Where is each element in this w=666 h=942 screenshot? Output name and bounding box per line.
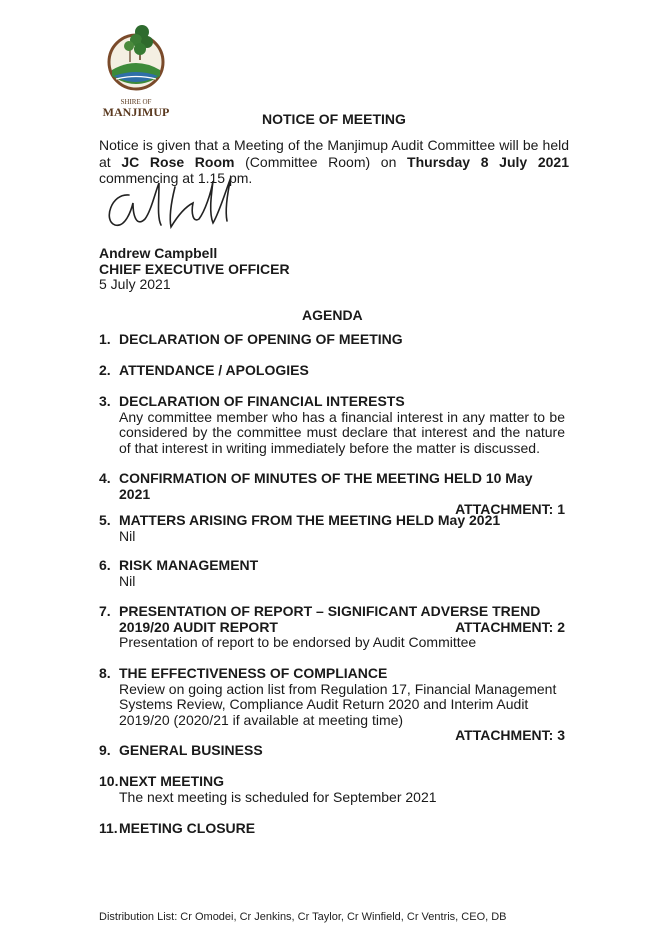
item-number: 10. [99, 773, 119, 789]
notice-title: NOTICE OF MEETING [262, 111, 406, 127]
signer-title: CHIEF EXECUTIVE OFFICER [99, 260, 290, 277]
agenda-item-8 [99, 666, 565, 744]
item-number: 7. [99, 603, 111, 619]
signer-date: 5 July 2021 [99, 276, 171, 292]
item-heading: NEXT MEETING [119, 773, 225, 789]
item-heading: DECLARATION OF OPENING OF MEETING [119, 331, 403, 347]
item-heading: ATTENDANCE / APOLOGIES [119, 362, 309, 378]
item-number: 2. [99, 362, 111, 378]
item-number: 9. [99, 742, 111, 758]
agenda-item-6 [99, 558, 565, 589]
notice-date: Thursday 8 July 2021 [407, 153, 569, 170]
notice-text-3: commencing at 1.15 pm. [99, 170, 253, 186]
item-heading-line2: 2019/20 AUDIT REPORT [119, 618, 278, 635]
agenda-item-4 [99, 471, 565, 518]
item-heading: RISK MANAGEMENT [119, 557, 259, 573]
item-body: Any committee member who has a financial interest in any matter to be considered by the committee must declare that interest and the nature of that interest in writing immediately before the matter is discussed. [119, 408, 565, 456]
agenda-item-10 [99, 774, 565, 805]
agenda-item-5 [99, 513, 565, 544]
item-number: 1. [99, 331, 111, 347]
agenda-title: AGENDA [302, 307, 363, 323]
item-body: Nil [119, 572, 136, 589]
item-number: 8. [99, 665, 111, 681]
signer-block [99, 246, 290, 293]
item-body: Nil [119, 527, 136, 544]
item-number: 11. [99, 820, 118, 836]
notice-venue: JC Rose Room [121, 153, 235, 170]
item-heading: CONFIRMATION OF MINUTES OF THE MEETING HELD 10 May 2021 [119, 470, 533, 502]
item-number: 6. [99, 557, 111, 573]
item-heading: GENERAL BUSINESS [119, 742, 263, 758]
item-heading: DECLARATION OF FINANCIAL INTERESTS [119, 393, 405, 409]
logo-line1: SHIRE OF [120, 98, 152, 106]
item-attachment: ATTACHMENT: 2 [455, 618, 565, 635]
agenda-item-9 [99, 743, 565, 759]
agenda-item-3 [99, 394, 565, 456]
notice-text-1: Notice is given that a Meeting of the Manjimup Audit Committee will be held at [99, 137, 569, 170]
agenda-item-2 [99, 363, 565, 379]
signature [101, 173, 271, 235]
logo-line2: MANJIMUP [102, 105, 170, 119]
item-heading: MEETING CLOSURE [119, 820, 256, 836]
notice-text-2: (Committee Room) on [234, 153, 408, 170]
signer-name: Andrew Campbell [99, 245, 218, 261]
item-heading: MATTERS ARISING FROM THE MEETING HELD May 2021 [119, 512, 501, 528]
agenda-item-11 [99, 821, 565, 837]
item-body: Review on going action list from Regulation 17, Financial Management Systems Review, Compliance Audit Return 2020 and Interim Audit 2019/20 (2020/21 if available at meeting time) [119, 680, 557, 728]
item-heading: THE EFFECTIVENESS OF COMPLIANCE [119, 665, 388, 681]
shire-of-manjimup-logo [98, 16, 174, 122]
item-number: 4. [99, 470, 111, 486]
item-attachment: ATTACHMENT: 3 [455, 727, 565, 743]
item-body: The next meeting is scheduled for September 2021 [119, 788, 437, 805]
item-attachment: ATTACHMENT: 1 [455, 501, 565, 517]
agenda-item-1 [99, 332, 565, 348]
item-body: Presentation of report to be endorsed by Audit Committee [119, 634, 477, 650]
item-number: 5. [99, 512, 111, 528]
distribution-list: Distribution List: Cr Omodei, Cr Jenkins, Cr Taylor, Cr Winfield, Cr Ventris, CEO, DB [99, 911, 507, 923]
item-heading: PRESENTATION OF REPORT – SIGNIFICANT ADVERSE TREND [119, 603, 541, 619]
item-number: 3. [99, 393, 111, 409]
agenda-item-7 [99, 604, 565, 651]
